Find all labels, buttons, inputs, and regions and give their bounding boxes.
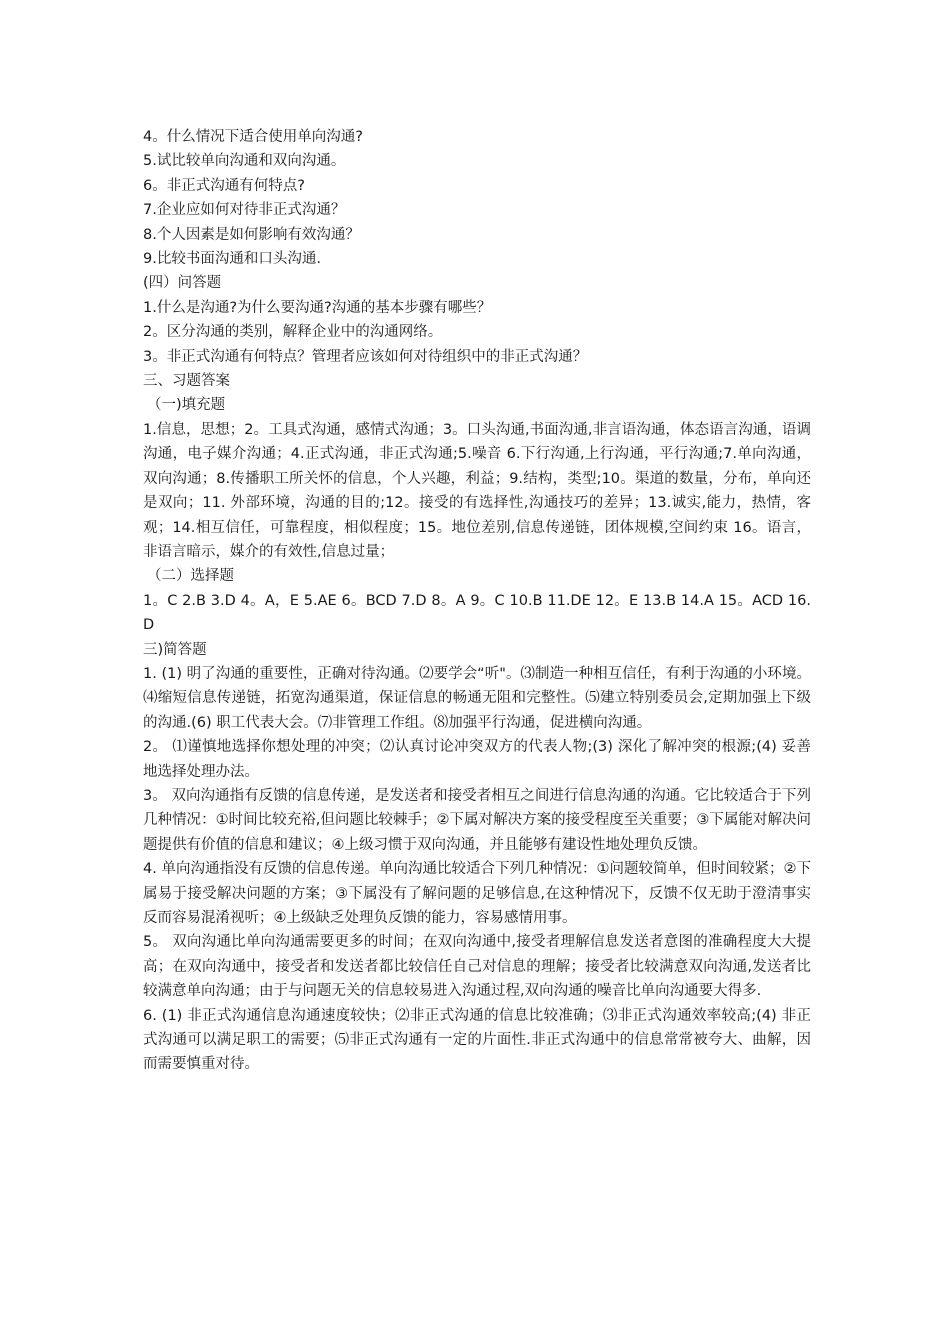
subheading-short-answer: 三)简答题 (143, 641, 207, 658)
essay-question-2: 2。区分沟通的类别，解释企业中的沟通网络。 (143, 324, 443, 341)
essay-question-3: 3。非正式沟通有何特点？管理者应该如何对待组织中的非正式沟通？ (143, 348, 588, 365)
short-answer-5: 5。 双向沟通比单向沟通需要更多的时间；在双向沟通中,接受者理解信息发送者意图的准确程度大大提高；在双向沟通中，接受者和发送者都比较信任自己对信息的理解；接受者比较满意双向沟通,发送者比较满意单向沟通；由于与问题无关的信息较易进入沟通过程,双向沟通的噪音比单向沟通要大得多. (143, 934, 811, 1000)
subheading-fill-in: （一)填充题 (147, 397, 226, 414)
short-answer-6: 6. (1) 非正式沟通信息沟通速度较快；⑵非正式沟通的信息比较准确；⑶非正式沟通效率较高;(4) 非正式沟通可以满足职工的需要；⑸非正式沟通有一定的片面性.非正式沟通中的信息常常被夸大、曲解，因而需要慎重对待。 (143, 1007, 811, 1073)
short-answer-4: 4. 单向沟通指没有反馈的信息传递。单向沟通比较适合下列几种情况：①问题较简单，但时间较紧；②下属易于接受解决问题的方案；③下属没有了解问题的足够信息,在这种情况下，反馈不仅无助于澄清事实反而容易混淆视听；④上级缺乏处理负反馈的能力，容易感情用事。 (143, 861, 811, 926)
short-answer-1: 1. (1) 明了沟通的重要性，正确对待沟通。⑵要学会“听"。⑶制造一种相互信任，有利于沟通的小环境。⑷缩短信息传递链，拓宽沟通渠道，保证信息的畅通无阻和完整性。⑸建立特别委员会,定期加强上下级的沟通.(6) 职工代表大会。⑺非管理工作组。⑻加强平行沟通，促进横向沟通。 (143, 665, 811, 731)
short-answer-2: 2。 ⑴谨慎地选择你想处理的冲突；⑵认真讨论冲突双方的代表人物;(3) 深化了解冲突的根源;(4) 妥善地选择处理办法。 (143, 739, 811, 780)
question-4: 4。什么情况下适合使用单向沟通? (143, 129, 363, 145)
subheading-choice: （二）选择题 (147, 568, 234, 585)
choice-answers: 1。C 2.B 3.D 4。A，E 5.AE 6。BCD 7.D 8。A 9。C 10.B 11.DE 12。E 13.B 14.A 15。ACD 16. D (143, 592, 811, 634)
question-7: 7.企业应如何对待非正式沟通？ (143, 202, 346, 219)
section-heading-answers: 三、习题答案 (143, 373, 230, 390)
essay-question-1: 1.什么是沟通?为什么要沟通?沟通的基本步骤有哪些？ (143, 299, 492, 316)
short-answer-3: 3。 双向沟通指有反馈的信息传递，是发送者和接受者相互之间进行信息沟通的沟通。它比较适合于下列几种情况：①时间比较充裕,但问题比较棘手；②下属对解决方案的接受程度至关重要；③下属能对解决问题提供有价值的信息和建议；④上级习惯于双向沟通，并且能够有建设性地处理负反馈。 (143, 787, 811, 853)
question-5: 5.试比较单向沟通和双向沟通。 (143, 153, 346, 170)
question-8: 8.个人因素是如何影响有效沟通？ (143, 226, 360, 243)
document-page (143, 125, 811, 1077)
question-9: 9.比较书面沟通和口头沟通. (143, 251, 321, 268)
question-6: 6。非正式沟通有何特点? (143, 177, 305, 194)
section-heading-essay: (四）问答题 (143, 275, 222, 292)
fill-in-answers: 1.信息，思想；2。工具式沟通，感情式沟通；3。口头沟通,书面沟通,非言语沟通，体态语言沟通，语调沟通，电子媒介沟通；4.正式沟通，非正式沟通;5.噪音 6.下行沟通,上行沟通，平行沟通;7.单向沟通，双向沟通；8.传播职工所关怀的信息，个人兴趣，利益；9.结构，类型;10。渠道的数量，分布，单向还是双向；11. 外部环境，沟通的目的;12。接受的有选择性,沟通技巧的差异；13.诚实,能力，热情，客观；14.相互信任，可靠程度，相似程度；15。地位差别,信息传递链，团体规模,空间约束 16。语言，非语言暗示，媒介的有效性,信息过量； (143, 421, 811, 560)
